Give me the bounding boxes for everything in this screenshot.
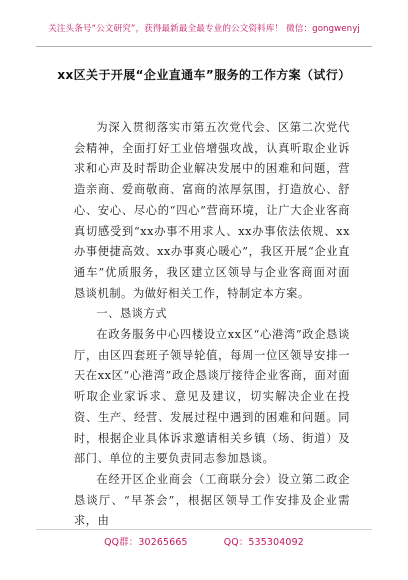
document-body (74, 118, 350, 532)
header-divider (36, 46, 372, 47)
footer (0, 534, 408, 548)
footer-qq-group: QQ群：30265665 (104, 537, 188, 548)
section-paragraph: 在政务服务中心四楼设立xx区“心港湾”政企恳谈厅，由区四套班子领导轮值，每周一位区领导安排一天在xx区“心港湾”政企恳谈厅接待企业客商，面对面听取企业家诉求、意见及建议，切实解决企业在投资、生产、经营、发展过程中遇到的困难和问题。同时，根据企业具体诉求邀请相关乡镇（场、街道）及部门、单位的主要负责同志参加恳谈。 (74, 328, 350, 466)
intro-paragraph: 为深入贯彻落实市第五次党代会、区第二次党代会精神，全面打好工业倍增强攻战，认真听取企业诉求和心声及时帮助企业解决发展中的困难和问题，营造亲商、爱商敬商、富商的浓厚氛围，打造放心、舒心、安心、尽心的“四心”营商环境，让广大企业客商真切感受到“xx办事不用求人、xx办事依法依规、xx办事便捷高效、xx办事爽心暖心”，我区开展“企业直通车”优质服务，我区建立区领导与企业客商面对面恳谈机制。为做好相关工作，特制定本方案。 (74, 121, 350, 300)
header-banner: 关注头条号“公文研究”，获得最新最全最专业的公文资料库！ 微信：gongwenyj (48, 24, 360, 34)
section-heading: 一、恳谈方式 (96, 307, 168, 321)
section-paragraph: 在经开区企业商会（工商联分会）设立第二政企恳谈厅、“早茶会”，根据区领导工作安排及企业需求，由 (74, 472, 350, 528)
document-title: xx区关于开展“企业直通车”服务的工作方案（试行） (57, 68, 351, 82)
footer-divider (36, 529, 372, 530)
footer-qq-contact: QQ：535304092 (223, 537, 304, 548)
